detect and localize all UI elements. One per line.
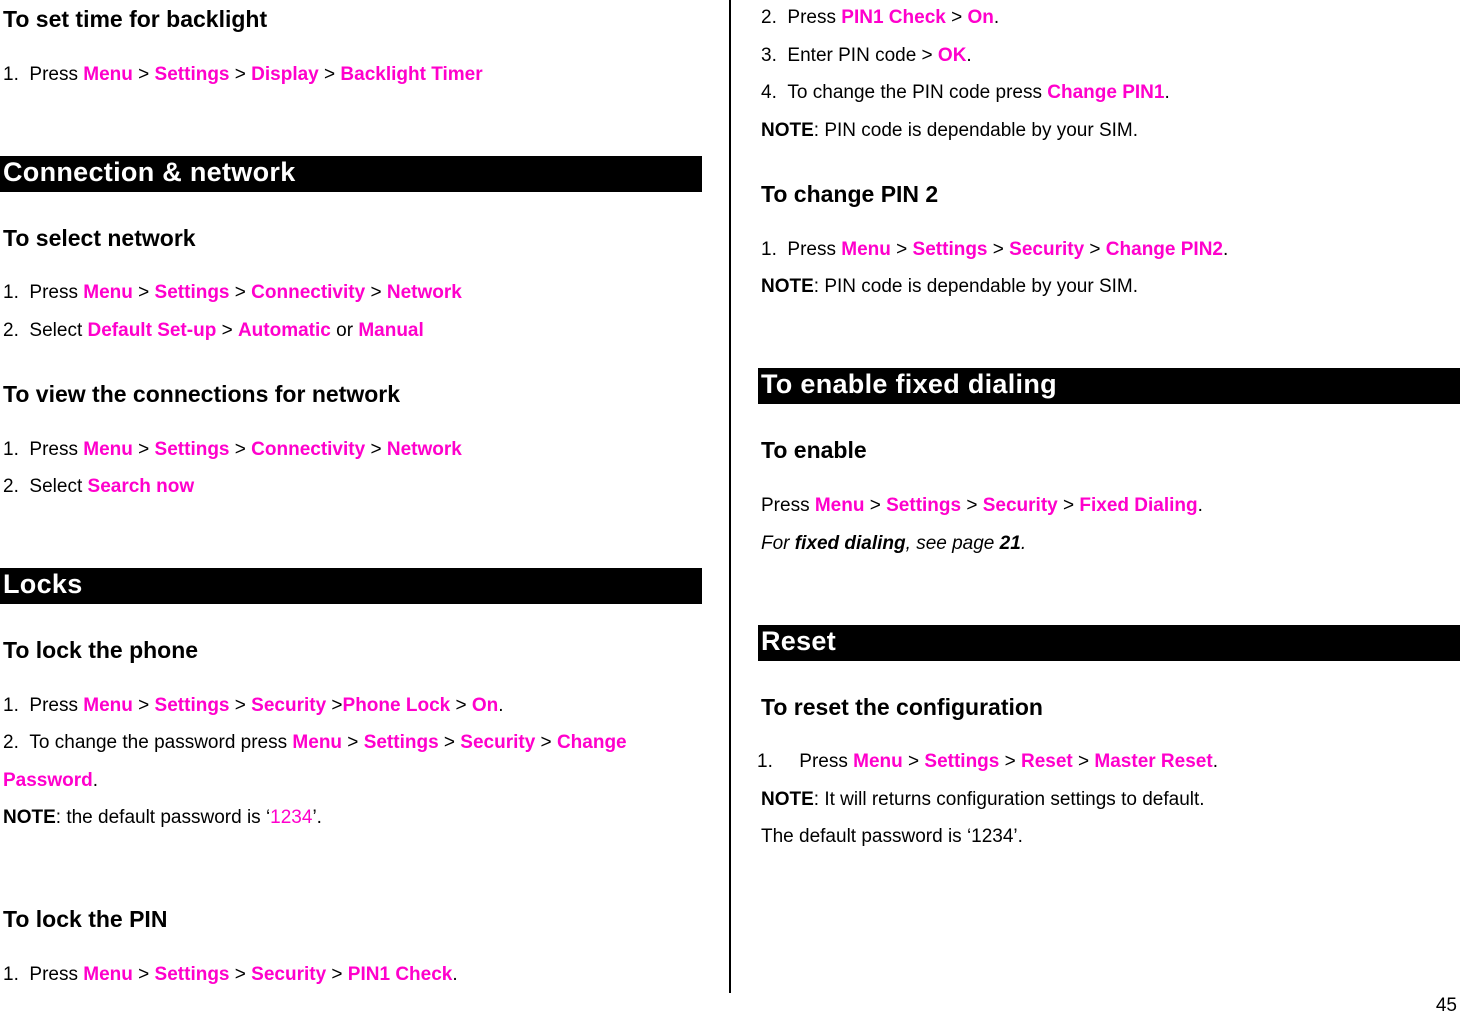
note-change-pin2: NOTE: PIN code is dependable by your SIM. xyxy=(761,276,1139,297)
heading-lock-phone: To lock the phone xyxy=(3,637,199,663)
note-reset: NOTE: It will returns configuration settings to default. xyxy=(761,789,1205,810)
section-bar-fixed-dialing: To enable fixed dialing xyxy=(758,368,1460,404)
step-enable: Press Menu > Settings > Security > Fixed Dialing. xyxy=(761,495,1203,516)
heading-reset: To reset the configuration xyxy=(761,694,1043,720)
step-pin-3: 3. Enter PIN code > OK. xyxy=(761,45,972,66)
step-backlight-1: 1. Press Menu > Settings > Display > Backlight Timer xyxy=(3,64,483,85)
page-number: 45 xyxy=(1435,995,1457,1016)
step-lock-phone-2: 2. To change the password press Menu > Settings > Security > Change xyxy=(3,732,627,753)
column-divider xyxy=(729,0,731,993)
section-bar-reset: Reset xyxy=(758,625,1460,661)
heading-view-connections: To view the connections for network xyxy=(3,381,401,407)
step-select-network-1: 1. Press Menu > Settings > Connectivity > Network xyxy=(3,282,462,303)
see-page-note: For fixed dialing, see page 21. xyxy=(761,533,1027,554)
section-bar-locks: Locks xyxy=(0,568,702,604)
step-reset-1: 1. Press Menu > Settings > Reset > Master Reset. xyxy=(757,751,1218,772)
step-lock-pin-1: 1. Press Menu > Settings > Security > PIN1 Check. xyxy=(3,964,458,985)
heading-enable: To enable xyxy=(761,437,867,463)
step-view-connections-1: 1. Press Menu > Settings > Connectivity > Network xyxy=(3,439,462,460)
note-pin: NOTE: PIN code is dependable by your SIM. xyxy=(761,120,1139,141)
note-lock-phone: NOTE: the default password is ‘1234’. xyxy=(3,807,322,828)
step-pin-2: 2. Press PIN1 Check > On. xyxy=(761,7,1000,28)
step-lock-phone-1: 1. Press Menu > Settings > Security >Phone Lock > On. xyxy=(3,695,504,716)
step-change-pin2-1: 1. Press Menu > Settings > Security > Change PIN2. xyxy=(761,239,1229,260)
heading-lock-pin: To lock the PIN xyxy=(3,906,168,932)
heading-select-network: To select network xyxy=(3,225,196,251)
heading-change-pin2: To change PIN 2 xyxy=(761,181,939,207)
section-bar-connection: Connection & network xyxy=(0,156,702,192)
default-password-text: The default password is ‘1234’. xyxy=(761,826,1023,847)
heading-backlight: To set time for backlight xyxy=(3,6,268,32)
step-view-connections-2: 2. Select Search now xyxy=(3,476,195,497)
step-lock-phone-2-cont: Password. xyxy=(3,770,99,791)
step-pin-4: 4. To change the PIN code press Change PIN1. xyxy=(761,82,1170,103)
step-select-network-2: 2. Select Default Set-up > Automatic or Manual xyxy=(3,320,424,341)
